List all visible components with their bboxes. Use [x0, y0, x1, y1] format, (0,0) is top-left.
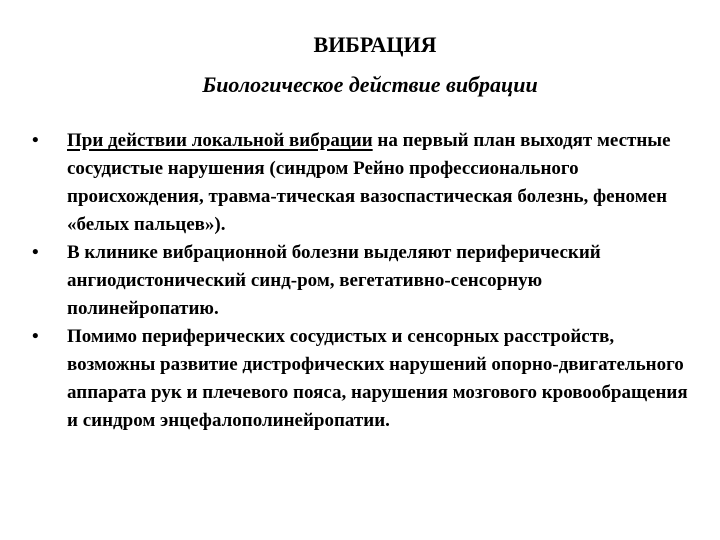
bullet-marker: •: [32, 130, 39, 151]
bullet-text: Помимо периферических сосудистых и сенсорных расстройств, возможны развитие дистрофических нарушений опорно-двигательного аппарата рук и плечевого пояса, нарушения мозгового кровообращения и синдром энцефалополинейропатии.: [67, 326, 688, 431]
slide-subtitle: Биологическое действие вибрации: [202, 72, 538, 97]
bullet-item-other-disorders: [32, 323, 692, 435]
slide-title: ВИБРАЦИЯ: [313, 32, 437, 57]
bullet-text: на первый план выходят местные сосудистые нарушения (синдром Рейно профессионального происхождения, травма-тическая вазоспастическая болезнь, феномен «белых пальцев»).: [67, 130, 671, 235]
bullet-underlined-lead: При действии локальной вибрации: [67, 130, 373, 151]
bullet-marker: •: [32, 326, 39, 347]
bullet-item-clinic: [32, 239, 692, 323]
bullet-marker: •: [32, 242, 39, 263]
bullet-item-local-vibration: [32, 127, 692, 239]
bullet-text: В клинике вибрационной болезни выделяют периферический ангиодистонический синд-ром, вегетативно-сенсорную полинейропатию.: [67, 242, 601, 319]
bullet-list: [32, 127, 692, 435]
